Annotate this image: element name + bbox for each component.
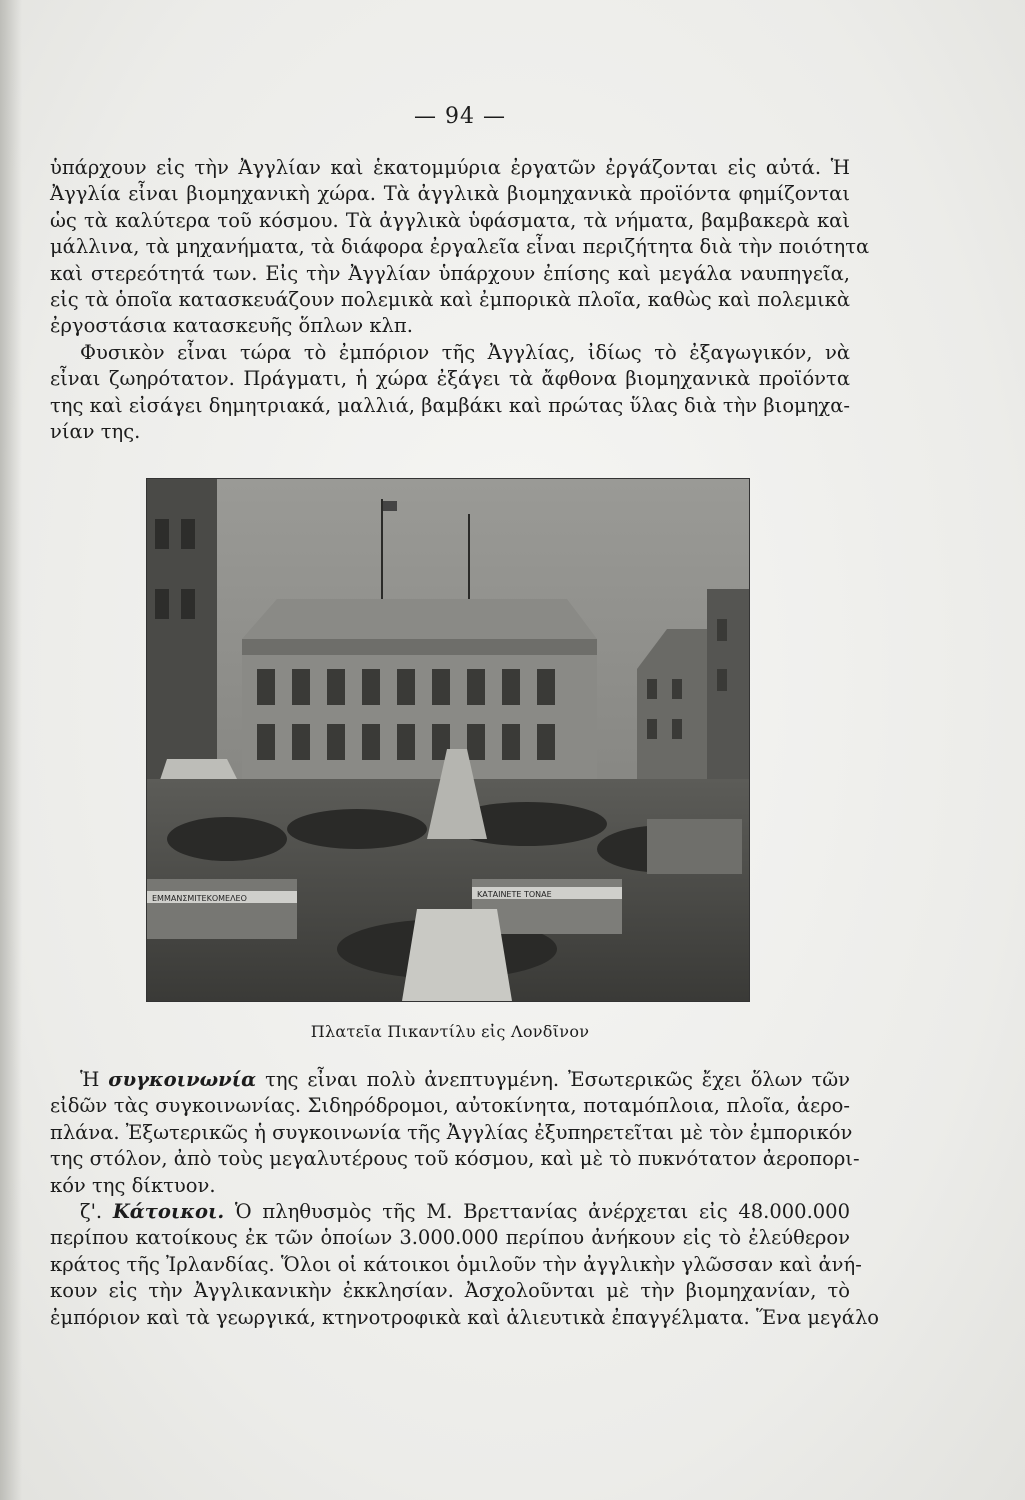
text-line: περίπου κατοίκους ἐκ τῶν ὁποίων 3.000.000 περίπου ἀνήκουν εἰς τὸ ἐλεύθερον: [50, 1226, 850, 1250]
photo-sign-right: ΚΑΤΑΙΝΕΤΕ ΤΟΝΑΕ: [477, 890, 552, 899]
gutter-shadow: [0, 0, 22, 1500]
text-line: [50, 1067, 850, 1093]
text-line: εἰς τὰ ὁποῖα κατασκευάζουν πολεμικὰ καὶ ἐμπορικὰ πλοῖα, καθὼς καὶ πολεμικὰ: [50, 288, 850, 312]
emphasis-term: συγκοινωνία: [108, 1068, 257, 1091]
piccadilly-photo: [146, 478, 750, 1002]
text-line: ἐμπόριον καὶ τὰ γεωργικά, κτηνοτροφικὰ καὶ ἁλιευτικὰ ἐπαγγέλματα. Ἕνα μεγάλο: [50, 1305, 880, 1329]
text-line: της καὶ εἰσάγει δημητριακά, μαλλιά, βαμβάκι καὶ πρώτας ὕλας διὰ τὴν βιομηχα-: [50, 393, 850, 417]
photo-illustration: [147, 479, 749, 1001]
text-line: κόν της δίκτυον.: [50, 1173, 216, 1197]
text-line: [50, 1199, 850, 1225]
line-rest: της εἶναι πολὺ ἀνεπτυγμένη. Ἐσωτερικῶς ἔχει ὅλων τῶν: [256, 1068, 850, 1091]
bottom-text-block: [50, 1067, 880, 1331]
text-line: Ἀγγλία εἶναι βιομηχανικὴ χώρα. Τὰ ἀγγλικὰ βιομηχανικὰ προϊόντα φημίζονται: [50, 182, 850, 206]
text-line: ἐργοστάσια κατασκευῆς ὅπλων κλπ.: [50, 314, 413, 338]
page-number: — 94 —: [414, 104, 506, 129]
text-line: κουν εἰς τὴν Ἀγγλικανικὴν ἐκκλησίαν. Ἀσχολοῦνται μὲ τὴν βιομηχανίαν, τὸ: [50, 1279, 850, 1303]
lead-text: Ἡ: [80, 1068, 109, 1091]
text-line: της στόλον, ἀπὸ τοὺς μεγαλυτέρους τοῦ κόσμου, καὶ μὲ τὸ πυκνότατον ἀεροπορι-: [50, 1147, 860, 1171]
top-text-block: [50, 155, 870, 445]
text-line: εἶναι ζωηρότατον. Πράγματι, ἡ χώρα ἐξάγει τὰ ἄφθονα βιομηχανικὰ προϊόντα: [50, 367, 850, 391]
text-line: ὡς τὰ καλύτερα τοῦ κόσμου. Τὰ ἀγγλικὰ ὑφάσματα, τὰ νήματα, βαμβακερὰ καὶ: [50, 208, 850, 232]
text-line: καὶ στερεότητά των. Εἰς τὴν Ἀγγλίαν ὑπάρχουν ἐπίσης καὶ μεγάλα ναυπηγεῖα,: [50, 261, 850, 285]
photo-sign-left: ΕΜΜΑΝΣΜΙΤΕΚΟΜΕΛΕΟ: [152, 894, 247, 903]
text-line: μάλλινα, τὰ μηχανήματα, τὰ διάφορα ἐργαλεῖα εἶναι περιζήτητα διὰ τὴν ποιότητα: [50, 235, 870, 259]
text-line: νίαν της.: [50, 420, 141, 444]
photo-caption: Πλατεῖα Πικαντίλυ εἰς Λονδῖνον: [310, 1022, 590, 1041]
text-line: εἰδῶν τὰς συγκοινωνίας. Σιδηρόδρομοι, αὐτοκίνητα, ποταμόπλοια, πλοῖα, ἀερο-: [50, 1094, 850, 1118]
text-line: πλάνα. Ἐξωτερικῶς ἡ συγκοινωνία τῆς Ἀγγλίας ἐξυπηρετεῖται μὲ τὸν ἐμπορικόν: [50, 1120, 853, 1144]
line-rest: Ὁ πληθυσμὸς τῆς Μ. Βρεττανίας ἀνέρχεται εἰς 48.000.000: [224, 1200, 850, 1224]
section-heading: Κάτοικοι.: [112, 1200, 225, 1224]
text-line: κράτος τῆς Ἰρλανδίας. Ὅλοι οἱ κάτοικοι ὁμιλοῦν τὴν ἀγγλικὴν γλῶσσαν καὶ ἀνή-: [50, 1252, 862, 1276]
section-label: ζ'.: [80, 1200, 113, 1224]
text-line: Φυσικὸν εἶναι τώρα τὸ ἐμπόριον τῆς Ἀγγλίας, ἰδίως τὸ ἐξαγωγικόν, νὰ: [80, 340, 850, 364]
text-line: ὑπάρχουν εἰς τὴν Ἀγγλίαν καὶ ἑκατομμύρια ἐργατῶν ἐργάζονται εἰς αὐτά. Ἡ: [50, 156, 850, 179]
